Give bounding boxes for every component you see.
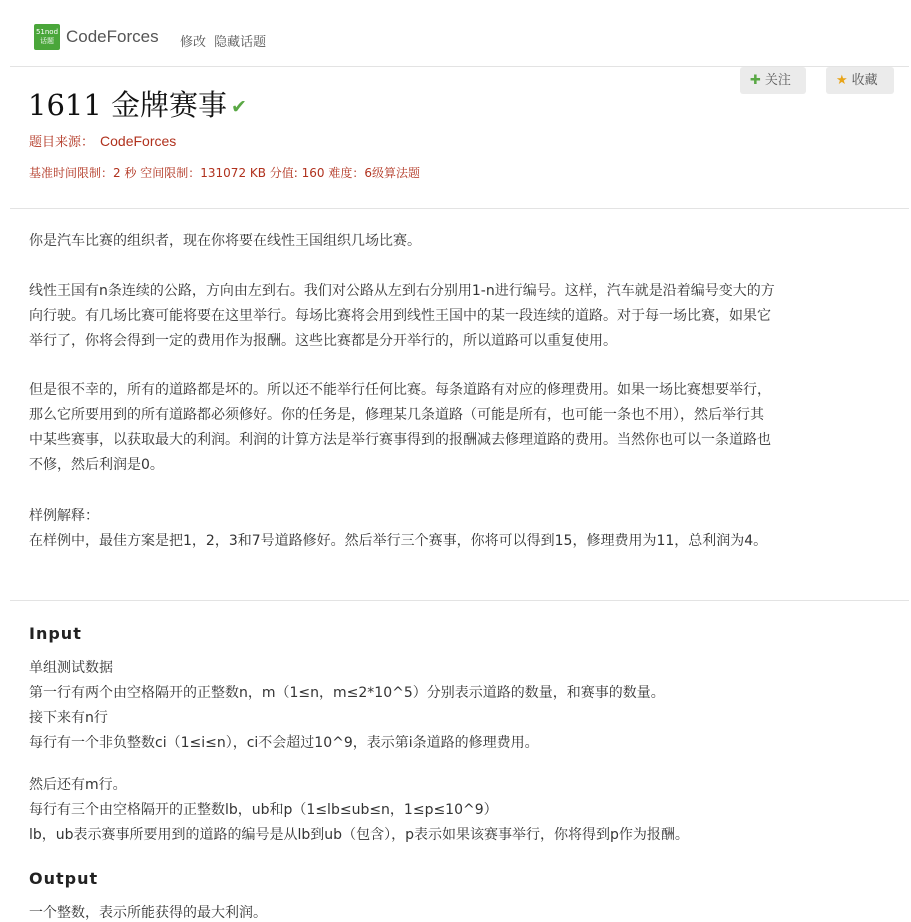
problem-meta: 基准时间限制：2 秒 空间限制：131072 KB 分值: 160 难度：6级算法题 xyxy=(29,166,421,180)
input-line: 单组测试数据 xyxy=(29,660,113,676)
problem-source xyxy=(29,131,176,150)
description-line: 中某些赛事，以获取最大的利润。利润的计算方法是举行赛事得到的报酬减去修理道路的费用。当然你也可以一条道路也 xyxy=(29,432,771,448)
spacer xyxy=(29,756,889,773)
favorite-label: 收藏 xyxy=(851,73,878,88)
hide-topic-link[interactable]: 隐藏话题 xyxy=(214,35,267,50)
output-description: 一个整数，表示所能获得的最大利润。 xyxy=(29,905,267,921)
example-label: 样例解释： xyxy=(29,508,99,524)
top-bar xyxy=(0,0,911,66)
input-line: 接下来有n行 xyxy=(29,710,108,726)
favorite-button[interactable] xyxy=(826,67,894,94)
check-icon: ✔ xyxy=(231,96,247,118)
description-line: 你是汽车比赛的组织者，现在你将要在线性王国组织几场比赛。 xyxy=(29,233,421,249)
logo-line2: 话题 xyxy=(40,37,54,45)
plus-icon: ✚ xyxy=(750,73,761,88)
description-line: 但是很不幸的，所有的道路都是坏的。所以还不能举行任何比赛。每条道路有对应的修理费用。如果一场比赛想要举行， xyxy=(29,382,771,398)
divider xyxy=(10,600,909,601)
input-line: 每行有三个由空格隔开的正整数lb，ub和p（1≤lb≤ub≤n，1≤p≤10^9） xyxy=(29,802,498,818)
description-line: 向行驶。有几场比赛可能将要在这里举行。每场比赛将会用到线性王国中的某一段连续的道路。对于每一场比赛，如果它 xyxy=(29,308,771,324)
description-paragraph xyxy=(29,229,889,254)
example-text: 在样例中，最佳方案是把1，2，3和7号道路修好。然后举行三个赛事，你将可以得到15，修理费用为11，总利润为4。 xyxy=(29,533,768,549)
description-paragraph xyxy=(29,378,889,478)
example-explanation xyxy=(29,504,889,554)
logo-line1: 51nod xyxy=(35,28,59,36)
topic-links xyxy=(180,31,270,50)
divider xyxy=(10,208,909,209)
source-label: 题目来源： xyxy=(29,135,95,150)
input-description xyxy=(29,656,889,848)
input-heading: Input xyxy=(29,624,82,643)
input-line: 每行有一个非负整数ci（1≤i≤n），ci不会超过10^9，表示第i条道路的修理费用。 xyxy=(29,735,539,751)
description-line: 举行了，你将会得到一定的费用作为报酬。这些比赛都是分开举行的，所以道路可以重复使用。 xyxy=(29,333,617,349)
output-heading: Output xyxy=(29,869,99,888)
input-line: 第一行有两个由空格隔开的正整数n，m（1≤n，m≤2*10^5）分别表示道路的数量，和赛事的数量。 xyxy=(29,685,665,701)
star-icon: ★ xyxy=(836,73,848,88)
description-line: 不修，然后利润是0。 xyxy=(29,457,164,473)
problem-title-text: 1611 金牌赛事 xyxy=(28,88,228,122)
source-link[interactable]: CodeForces xyxy=(100,133,177,149)
edit-link[interactable]: 修改 xyxy=(180,35,207,50)
follow-label: 关注 xyxy=(764,73,791,88)
description-line: 那么它所要用到的所有道路都必须修好。你的任务是，修理某几条道路（可能是所有，也可能一条也不用），然后举行其 xyxy=(29,407,764,423)
site-logo[interactable] xyxy=(34,24,60,50)
description-line: 线性王国有n条连续的公路，方向由左到右。我们对公路从左到右分别用1-n进行编号。这样，汽车就是沿着编号变大的方 xyxy=(29,283,775,299)
problem-title xyxy=(28,83,247,124)
site-name[interactable]: CodeForces xyxy=(66,27,159,46)
follow-button[interactable] xyxy=(740,67,806,94)
description-paragraph xyxy=(29,279,889,354)
input-line: lb，ub表示赛事所要用到的道路的编号是从lb到ub（包含），p表示如果该赛事举行，你将得到p作为报酬。 xyxy=(29,827,689,843)
input-line: 然后还有m行。 xyxy=(29,777,127,793)
